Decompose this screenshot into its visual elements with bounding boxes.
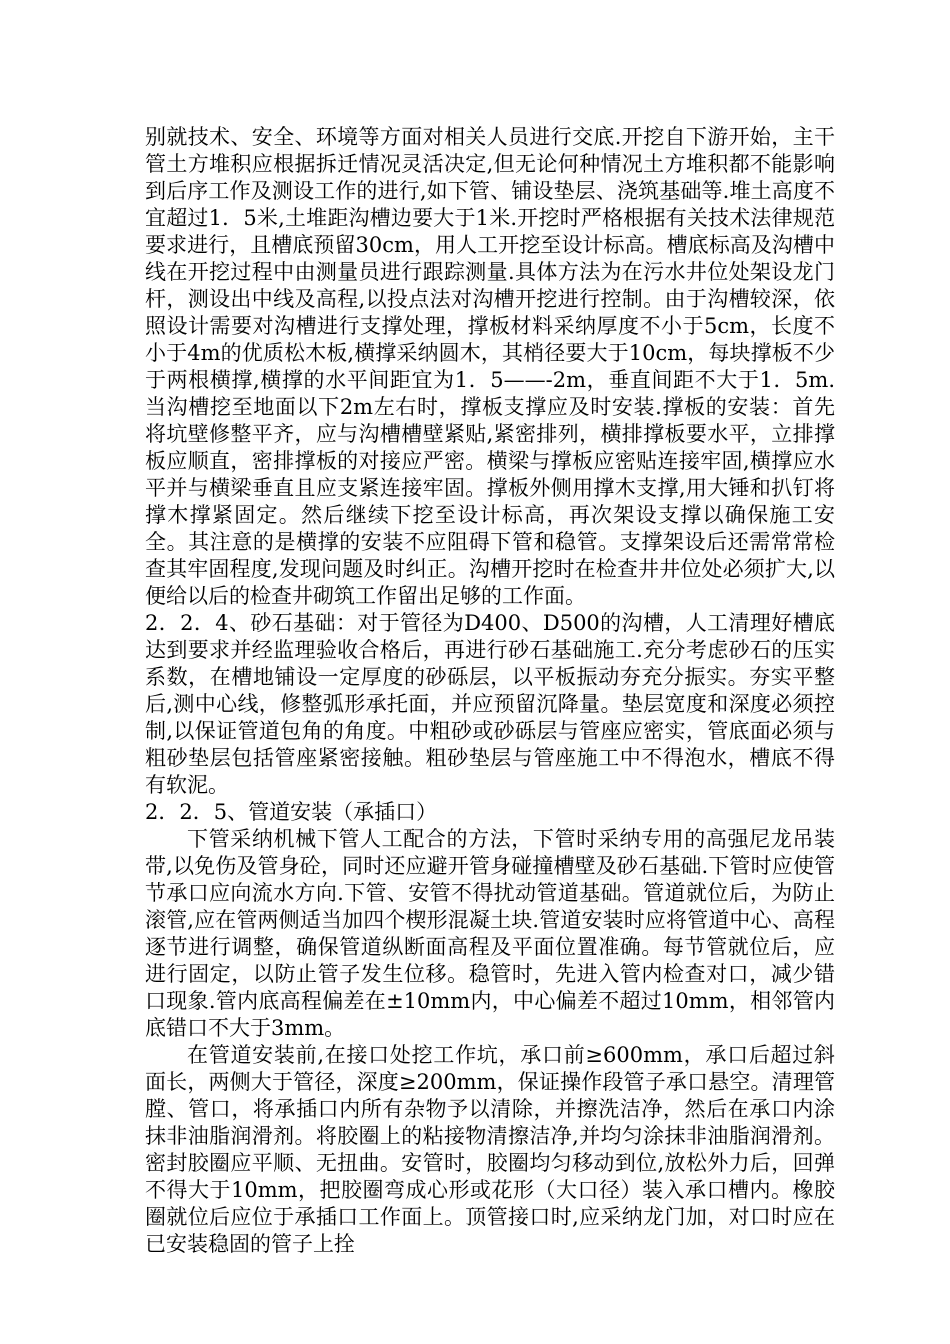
document-page — [145, 124, 835, 1258]
paragraph-trench-excavation: 别就技术、安全、环境等方面对相关人员进行交底.开挖自下游开始，主干管土方堆积应根据拆迁情况灵活决定,但无论何种情况土方堆积都不能影响到后序工作及测设工作的进行,如下管、铺设垫层、浇筑基础等.堆土高度不宜超过1．5米,土堆距沟槽边要大于1米.开挖时严格根据有关技术法律规范要求进行，且槽底预留30cm，用人工开挖至设计标高。槽底标高及沟槽中线在开挖过程中由测量员进行跟踪测量.具体方法为在污水井位处架设龙门杆，测设出中线及高程,以投点法对沟槽开挖进行控制。由于沟槽较深，依照设计需要对沟槽进行支撑处理，撑板材料采纳厚度不小于5cm，长度不小于4m的优质松木板,横撑采纳圆木，其梢径要大于10cm，每块撑板不少于两根横撑,横撑的水平间距宜为1．5——-2m，垂直间距不大于1．5m.当沟槽挖至地面以下2m左右时，撑板支撑应及时安装.撑板的安装：首先将坑壁修整平齐，应与沟槽槽壁紧贴,紧密排列，横排撑板要水平，立排撑板应顺直，密排撑板的对接应严密。横梁与撑板应密贴连接牢固,横撑应水平并与横梁垂直且应支紧连接牢固。撑板外侧用撑木支撑,用大锤和扒钉将撑木撑紧固定。然后继续下挖至设计标高，再次架设支撑以确保施工安全。其注意的是横撑的安装不应阻碍下管和稳管。支撑架设后还需常常检查其牢固程度,发现问题及时纠正。沟槽开挖时在检查井井位处必须扩大,以便给以后的检查井砌筑工作留出足够的工作面。 — [145, 125, 835, 608]
paragraph-joint-preparation: 在管道安装前,在接口处挖工作坑，承口前≥600mm，承口后超过斜面长，两侧大于管径，深度≥200mm，保证操作段管子承口悬空。清理管膛、管口，将承插口内所有杂物予以清除，并擦洗洁净，然后在承口内涂抹非油脂润滑剂。将胶圈上的粘接物清擦洁净,并均匀涂抹非油脂润滑剂。密封胶圈应平顺、无扭曲。安管时，胶圈均匀移动到位,放松外力后，回弹不得大于10mm，把胶圈弯成心形或花形（大口径）装入承口槽内。橡胶圈就位后应位于承插口工作面上。顶管接口时,应采纳龙门加，对口时应在已安装稳固的管子上拴 — [145, 1043, 835, 1256]
section-heading-pipe-installation: 2．2．5、管道安装（承插口） — [145, 800, 438, 824]
paragraph-gravel-foundation: 2．2．4、砂石基础：对于管径为D400、D500的沟槽，人工清理好槽底达到要求并经监理验收合格后，再进行砂石基础施工.充分考虑砂石的压实系数，在槽地铺设一定厚度的砂砾层，以平板振动夯充分振实。夯实平整后,测中心线，修整弧形承托面，并应预留沉降量。垫层宽度和深度必须控制,以保证管道包角的角度。中粗砂或砂砾层与管座应密实，管底面必须与粗砂垫层包括管座紧密接触。粗砂垫层与管座施工中不得泡水，槽底不得有软泥。 — [145, 611, 835, 797]
paragraph-pipe-lowering: 下管采纳机械下管人工配合的方法，下管时采纳专用的高强尼龙吊装带,以免伤及管身砼，同时还应避开管身碰撞槽壁及砂石基础.下管时应使管节承口应向流水方向.下管、安管不得扰动管道基础。管道就位后，为防止滚管,应在管两侧适当加四个楔形混凝土块.管道安装时应将管道中心、高程逐节进行调整，确保管道纵断面高程及平面位置准确。每节管就位后，应进行固定，以防止管子发生位移。稳管时，先进入管内检查对口，减少错口现象.管内底高程偏差在±10mm内，中心偏差不超过10mm，相邻管内底错口不大于3mm。 — [145, 827, 835, 1040]
